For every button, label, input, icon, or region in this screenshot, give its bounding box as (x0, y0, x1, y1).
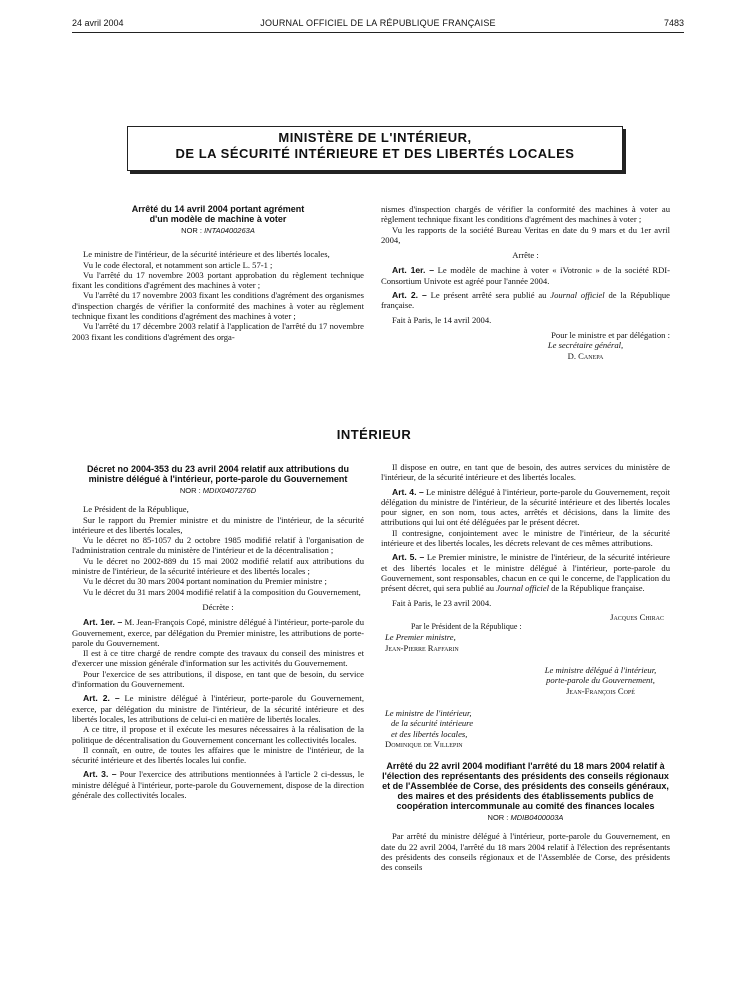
decret-para: Vu le décret no 2002-889 du 15 mai 2002 modifié relatif aux attributions du ministre de l'intérieur, de la sécurité intérieure et des libertés locales ; (72, 555, 364, 577)
decret-para: Le Président de la République, (83, 504, 189, 515)
arrete1-continuation: nismes d'inspection chargés de vérifier la conformité des machines à voter au règlement technique fixant les conditions d'agrément des machines à voter ; (381, 204, 670, 225)
decret-para: Vu le décret du 30 mars 2004 portant nomination du Premier ministre ; (83, 576, 327, 587)
ministry-line-1: MINISTÈRE DE L'INTÉRIEUR, (278, 130, 472, 145)
decret-art1: Art. 1er. – M. Jean-François Copé, ministre délégué à l'intérieur, porte-parole du Gouvernement, exerce, par délégation du Premier ministre, les attributions de porte-parole du Gouvernement. (72, 617, 364, 648)
arrete1-art2: Art. 2. – Le présent arrêté sera publié au Journal officiel de la République française. (381, 290, 670, 311)
header-rule (72, 32, 684, 33)
decret-md-title-1: Le ministre délégué à l'intérieur, (544, 665, 657, 676)
decret-mi-title-2: de la sécurité intérieure (391, 718, 474, 729)
arrete1-para: Le ministre de l'intérieur, de la sécurité intérieure et des libertés locales, (83, 249, 330, 260)
arrete1-right-column (381, 204, 670, 361)
decret-par-president: Par le Président de la République : (411, 622, 522, 632)
decret-art2: Art. 2. – Le ministre délégué à l'intérieur, porte-parole du Gouvernement, exerce, par délégation du ministre de l'intérieur, de la sécurité intérieure et des libertés locales, les attributions de celui-ci en matière de libertés locales. (72, 693, 364, 724)
decret-para: Sur le rapport du Premier ministre et du ministre de l'intérieur, de la sécurité intérieure et des libertés locales, (72, 514, 364, 535)
decret-president-name: Jacques Chirac (610, 611, 664, 622)
section-title: INTÉRIEUR (336, 427, 412, 442)
decret-right-column (381, 462, 670, 873)
arrete1-para: Vu le code électoral, et notamment son article L. 57-1 ; (83, 259, 273, 270)
decret-art2-p2: A ce titre, il propose et il exécute les mesures nécessaires à la réalisation de la politique de décentralisation du Gouvernement concernant les collectivités locales. (72, 724, 364, 745)
decret-fait: Fait à Paris, le 23 avril 2004. (392, 597, 492, 608)
decret-mi-title-3: et des libertés locales, (391, 728, 468, 739)
arrete1-sig-1: Pour le ministre et par délégation : (551, 329, 670, 340)
decret-art5: Art. 5. – Le Premier ministre, le ministre de l'intérieur, de la sécurité intérieure et des libertés locales et le ministre délégué à l'intérieur, porte-parole du Gouvernement, sont responsables, chacun en ce qui le concerne, de l'application du présent décret, qui sera publié au Journal officiel de la République française. (381, 552, 670, 594)
ministry-banner (127, 126, 623, 171)
decret-art1-p2: Il est à ce titre chargé de rendre compte des travaux du conseil des ministres et d'exercer une mission générale d'information sur les activités du Gouvernement. (72, 648, 364, 669)
decret-art3: Art. 3. – Pour l'exercice des attributions mentionnées à l'article 2 ci-dessus, le ministre délégué à l'intérieur, porte-parole du Gouvernement, dispose de la direction générale des collectivités locales. (72, 769, 365, 801)
arrete1-art1: Art. 1er. – Le modèle de machine à voter « iVotronic » de la société RDI-Consortium Univote est agréé pour l'année 2004. (381, 265, 671, 286)
decret-art2-p3: Il connaît, en outre, de toutes les affaires que le ministre de l'intérieur, de la sécurité intérieure et des libertés locales lui confie. (72, 744, 364, 766)
decret-title: Décret no 2004-353 du 23 avril 2004 relatif aux attributions du ministre délégué à l'intérieur, porte-parole du Gouvernement (86, 464, 350, 484)
arrete1-vu-rapports: Vu les rapports de la société Bureau Veritas en date du 9 mars et du 1er avril 2004, (381, 224, 670, 245)
arrete1-title-2: d'un modèle de machine à voter (149, 214, 287, 224)
decret-para: Vu le décret du 31 mars 2004 modifié relatif à la composition du Gouvernement, (83, 586, 361, 597)
arrete1-title-1: Arrêté du 14 avril 2004 portant agrément (131, 204, 305, 214)
ministry-line-2: DE LA SÉCURITÉ INTÉRIEURE ET DES LIBERTÉS LOCALES (175, 146, 575, 161)
decret-decrete: Décrète : (202, 601, 234, 612)
arrete1-nor: NOR : INTA0400263A (181, 226, 255, 235)
arrete1-sig-2: Le secrétaire général, (547, 340, 624, 351)
arrete1-sig-3: D. Canepa (567, 350, 604, 361)
page-header (72, 18, 684, 32)
arrete2-text: Par arrêté du ministre délégué à l'intérieur, porte-parole du Gouvernement, en date du 22 avril 2004, l'arrêté du 18 mars 2004 relatif à l'élection des représentants des présidents des conseils régionaux et de l'Assemblée de Corse, des présidents des conseils (381, 831, 670, 873)
arrete2-nor: NOR : MDIB0400003A (487, 813, 564, 823)
arrete1-para: Vu l'arrêté du 17 décembre 2003 relatif à l'application de l'arrêté du 17 novembre 2003 fixant les conditions d'agrément des orga- (72, 321, 364, 342)
decret-mi-name: Dominique de Villepin (385, 738, 463, 749)
header-date: 24 avril 2004 (72, 18, 124, 28)
decret-art4-p2: Il contresigne, conjointement avec le ministre de l'intérieur, de la sécurité intérieure et des libertés locales, les décrets relevant de ces mêmes attributions. (381, 527, 670, 549)
arrete1-para: Vu l'arrêté du 17 novembre 2003 portant approbation du règlement technique fixant les conditions d'agrément des machines à voter ; (72, 269, 364, 291)
decret-right-p1: Il dispose en outre, en tant que de besoin, des autres services du ministère de l'intérieur, de la sécurité intérieure et des libertés locales. (381, 462, 670, 483)
arrete2-title: Arrêté du 22 avril 2004 modifiant l'arrêté du 18 mars 2004 relatif à l'élection des représentants des présidents des conseils régionaux et de l'Assemblée de Corse, des présidents des conseils généraux, des maires et des présidents des établissements publics de coopération intercommunale au comité des finances locales (382, 761, 669, 812)
header-page-number: 7483 (663, 18, 684, 28)
decret-art1-p3: Pour l'exercice de ses attributions, il dispose, en tant que de besoin, du service d'information du Gouvernement. (72, 668, 364, 690)
decret-art4: Art. 4. – Le ministre délégué à l'intérieur, porte-parole du Gouvernement, reçoit délégation du ministre de l'intérieur, de la sécurité intérieure et des libertés locales pour signer, en son nom, tous actes, arrêtés et décisions, dans la limite des attributions qui lui ont été déléguées par le présent décret. (381, 486, 670, 528)
decret-para: Vu le décret no 85-1057 du 2 octobre 1985 modifié relatif à l'organisation de l'administration centrale du ministère de l'intérieur et de la décentralisation ; (72, 535, 364, 556)
header-journal-title: JOURNAL OFFICIEL DE LA RÉPUBLIQUE FRANÇAISE (260, 18, 496, 28)
decret-mi-title-1: Le ministre de l'intérieur, (385, 707, 472, 718)
arrete1-para: Vu l'arrêté du 17 novembre 2003 fixant les conditions d'agrément des organismes d'inspection chargés de vérifier la conformité des machines à voter au règlement technique fixant les conditions d'agrément des machines à voter ; (72, 290, 364, 322)
arrete1-left-column (72, 204, 364, 342)
decret-nor: NOR : MDIX0407276D (179, 486, 257, 495)
decret-md-name: Jean-François Copé (566, 685, 635, 696)
decret-left-column (72, 464, 364, 800)
arrete1-arrete: Arrête : (512, 250, 539, 261)
decret-md-title-2: porte-parole du Gouvernement, (546, 675, 655, 686)
decret-pm-name: Jean-Pierre Raffarin (385, 642, 459, 653)
arrete1-fait: Fait à Paris, le 14 avril 2004. (392, 314, 492, 325)
decret-pm-title: Le Premier ministre, (385, 632, 456, 643)
